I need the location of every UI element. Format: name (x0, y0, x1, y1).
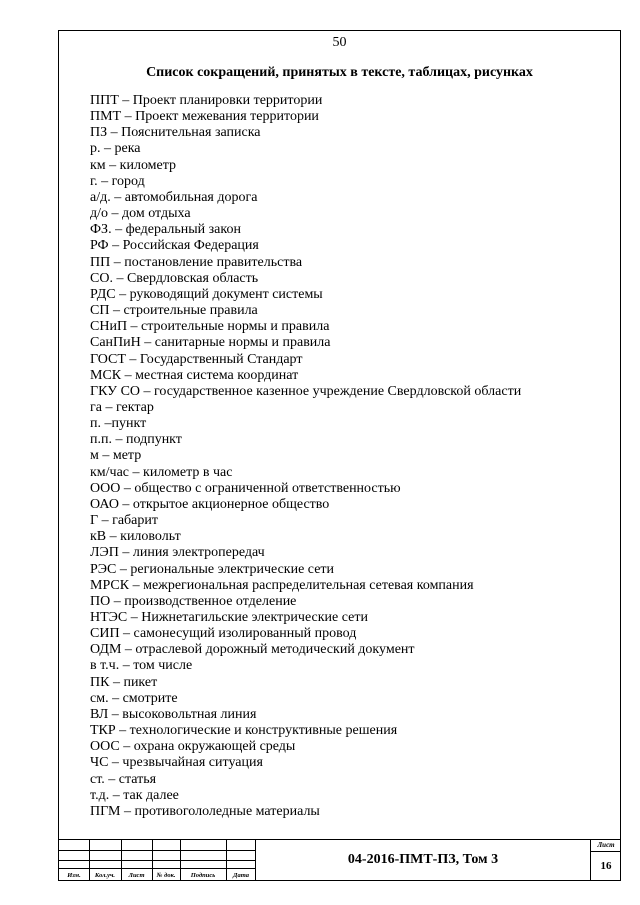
title-block (59, 839, 620, 880)
abbreviation-item: п.п. – подпункт (90, 432, 182, 448)
abbreviation-item: ООС – охрана окружающей среды (90, 739, 296, 755)
abbreviation-item: т.д. – так далее (90, 787, 179, 803)
revision-column-label: Изм. (67, 872, 81, 879)
abbreviation-item: га – гектар (90, 399, 154, 415)
abbreviation-item: в т.ч. – том числе (90, 658, 193, 674)
grid-line (59, 868, 255, 869)
abbreviation-item: п. –пункт (90, 416, 147, 432)
abbreviation-item: ТКР – технологические и конструктивные решения (90, 723, 398, 739)
abbreviation-item: ООО – общество с ограниченной ответственностью (90, 480, 401, 496)
abbreviation-item: ОДМ – отраслевой дорожный методический документ (90, 642, 415, 658)
abbreviation-list (90, 93, 521, 820)
page-number: 50 (332, 35, 347, 50)
abbreviation-item: РЭС – региональные электрические сети (90, 561, 335, 577)
section-heading: Список сокращений, принятых в тексте, таблицах, рисунках (146, 65, 533, 80)
abbreviation-item: СИП – самонесущий изолированный провод (90, 626, 357, 642)
abbreviation-item: ПО – производственное отделение (90, 593, 297, 609)
abbreviation-item: ПП – постановление правительства (90, 254, 303, 270)
sheet-number: 16 (600, 859, 612, 872)
abbreviation-item: а/д. – автомобильная дорога (90, 189, 258, 205)
abbreviation-item: ЛЭП – линия электропередач (90, 545, 265, 561)
abbreviation-item: м – метр (90, 448, 142, 464)
abbreviation-item: ПК – пикет (90, 674, 158, 690)
document-code: 04-2016-ПМТ-ПЗ, Том 3 (347, 852, 499, 867)
abbreviation-item: км/час – километр в час (90, 464, 233, 480)
abbreviation-item: ФЗ. – федеральный закон (90, 222, 241, 238)
abbreviation-item: СНиП – строительные нормы и правила (90, 319, 330, 335)
abbreviation-item: км – километр (90, 157, 177, 173)
abbreviation-item: СанПиН – санитарные нормы и правила (90, 335, 331, 351)
abbreviation-item: ЧС – чрезвычайная ситуация (90, 755, 263, 771)
sheet-label: Лист (591, 840, 621, 852)
abbreviation-item: РДС – руководящий документ системы (90, 286, 323, 302)
abbreviation-item: ГКУ СО – государственное казенное учреждение Свердловской области (90, 383, 522, 399)
revision-column-label: Дата (233, 872, 249, 879)
abbreviation-item: р. – река (90, 141, 141, 157)
abbreviation-item: г. – город (90, 173, 145, 189)
sheet-box (590, 840, 621, 880)
abbreviation-item: ОАО – открытое акционерное общество (90, 496, 330, 512)
abbreviation-item: ПГМ – противогололедные материалы (90, 803, 320, 819)
abbreviation-item: д/о – дом отдыха (90, 206, 191, 222)
abbreviation-item: СО. – Свердловская область (90, 270, 259, 286)
abbreviation-item: см. – смотрите (90, 690, 178, 706)
revision-table (59, 840, 256, 880)
revision-column-label: Подпись (190, 872, 216, 879)
abbreviation-item: НТЭС – Нижнетагильские электрические сети (90, 610, 368, 625)
abbreviation-item: Г – габарит (90, 513, 158, 529)
abbreviation-item: ГОСТ – Государственный Стандарт (90, 351, 303, 367)
abbreviation-item: РФ – Российская Федерация (90, 238, 259, 254)
abbreviation-item: ПМТ – Проект межевания территории (90, 109, 319, 125)
abbreviation-item: кВ – киловольт (90, 529, 181, 545)
abbreviation-item: МРСК – межрегиональная распределительная сетевая компания (90, 577, 474, 593)
revision-column-label: Лист (128, 872, 145, 879)
abbreviation-item: ВЛ – высоковольтная линия (90, 706, 257, 722)
abbreviation-item: СП – строительные правила (90, 303, 258, 319)
grid-line (59, 850, 255, 851)
grid-line (59, 860, 255, 861)
revision-column-label: Кол.уч. (94, 872, 116, 879)
page-frame (58, 30, 621, 881)
abbreviation-item: МСК – местная система координат (90, 367, 299, 383)
abbreviation-item: ст. – статья (90, 771, 157, 787)
abbreviation-item: ПЗ – Пояснительная записка (90, 125, 261, 141)
revision-column-label: № док. (156, 872, 176, 879)
abbreviation-item: ППТ – Проект планировки территории (90, 93, 323, 108)
